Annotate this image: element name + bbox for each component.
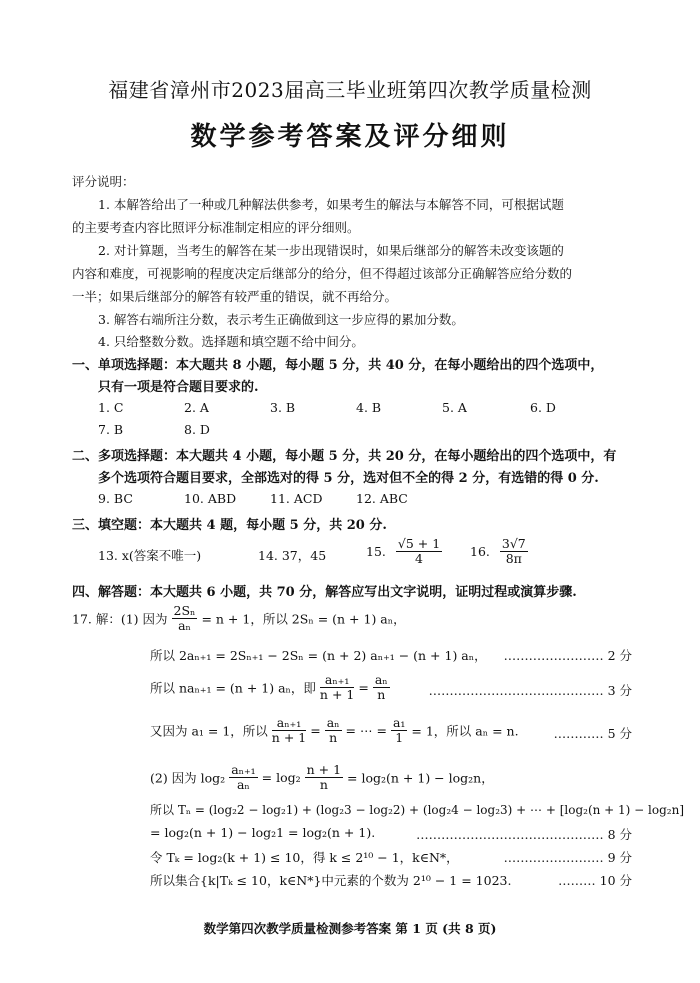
q17-line-1 <box>72 604 406 633</box>
fraction-denominator: n + 1 <box>319 687 355 702</box>
q17-points-2: …………………… 2 分 <box>503 648 632 663</box>
fraction-denominator: n <box>329 730 338 745</box>
fraction-denominator: 8π <box>505 551 522 566</box>
note-1-line-1: 1. 本解答给出了一种或几种解法供参考，如果考生的解法与本解答不同，可根据试题 <box>98 197 564 212</box>
section-4-heading: 四、解答题：本大题共 6 小题，共 70 分，解答应写出文字说明，证明过程或演算步骤. <box>72 585 577 600</box>
q17-fraction-5b <box>305 763 343 792</box>
note-2-line-1: 2. 对计算题，当考生的解答在某一步出现错误时，如果后继部分的解答未改变该题的 <box>98 243 564 258</box>
section-1-heading-line-2: 只有一项是符合题目要求的. <box>98 380 259 395</box>
q17-points-10: ……… 10 分 <box>558 873 632 888</box>
document-subtitle: 数学参考答案及评分细则 <box>190 122 510 152</box>
q17-fraction-4a <box>272 716 306 745</box>
ellipsis-equals: = ⋯ = <box>345 723 387 738</box>
q17-fraction-3a <box>320 673 354 702</box>
document-title: 福建省漳州市2023届高三毕业班第四次教学质量检测 <box>108 78 592 102</box>
q17-part-2-line-4: 令 Tₖ = log₂(k + 1) ≤ 10，得 k ≤ 2¹⁰ − 1，k∈N*， <box>150 850 459 865</box>
answer-15-label: 15. <box>366 544 386 559</box>
note-4: 4. 只给整数分数。选择题和填空题不给中间分。 <box>98 334 364 349</box>
q17-part-2-rest: = log₂(n + 1) − log₂n， <box>347 770 494 786</box>
section-3-heading: 三、填空题：本大题共 4 题，每小题 5 分，共 20 分. <box>72 518 387 533</box>
equals-sign: = <box>310 723 321 738</box>
fraction-numerator: √5 + 1 <box>397 536 441 551</box>
q17-fraction-5a <box>229 763 257 792</box>
fraction-denominator: n <box>377 687 386 702</box>
q17-fraction-3b <box>373 673 390 702</box>
fraction-denominator: 1 <box>395 730 404 745</box>
q17-points-9: …………………… 9 分 <box>503 850 632 865</box>
fraction-numerator: aₙ₊₁ <box>320 673 354 688</box>
fraction-denominator: n <box>319 777 328 792</box>
fraction-numerator: aₙ <box>326 715 340 730</box>
answer-1: 1. C <box>98 400 124 415</box>
q17-points-8: ……………………………………… 8 分 <box>416 827 632 842</box>
q17-points-3: …………………………………… 3 分 <box>428 683 632 698</box>
answer-15 <box>366 537 442 566</box>
answer-15-fraction <box>396 537 442 566</box>
answer-13: 13. x(答案不唯一) <box>98 548 202 563</box>
q17-line-4-rest: = 1，所以 aₙ = n. <box>411 723 519 739</box>
section-1-heading: 一、单项选择题：本大题共 8 小题，每小题 5 分，共 40 分，在每小题给出的四个选项中， <box>72 358 604 373</box>
q17-part-2-line-2: 所以 Tₙ = (log₂2 − log₂1) + (log₂3 − log₂2) + (log₂4 − log₂3) + ⋯ + [log₂(n + 1) − log₂n] <box>150 803 685 817</box>
note-1-line-2: 的主要考查内容比照评分标准制定相应的评分细则。 <box>72 220 360 235</box>
q17-points-5: ………… 5 分 <box>553 726 632 741</box>
answer-11: 11. ACD <box>270 491 323 506</box>
answer-16 <box>470 537 528 566</box>
fraction-numerator: aₙ₊₁ <box>272 716 306 731</box>
q17-part-2-label: (2) 因为 log₂ <box>150 770 226 786</box>
fraction-numerator: a₁ <box>392 715 406 730</box>
answer-5: 5. A <box>442 400 467 415</box>
q17-fraction-4b <box>325 716 342 745</box>
q17-line-1-rest: = n + 1，所以 2Sₙ = (n + 1) aₙ， <box>201 611 406 627</box>
fraction-denominator: n + 1 <box>271 730 307 745</box>
q17-fraction-4c <box>391 716 407 745</box>
page-footer: 数学第四次教学质量检测参考答案 第 1 页 (共 8 页) <box>203 921 497 936</box>
answer-9: 9. BC <box>98 491 133 506</box>
fraction-numerator: aₙ <box>374 672 388 687</box>
q17-line-2: 所以 2aₙ₊₁ = 2Sₙ₊₁ − 2Sₙ = (n + 2) aₙ₊₁ − (n + 1) aₙ， <box>150 648 487 663</box>
fraction-numerator: n + 1 <box>306 762 342 777</box>
equals-sign: = <box>358 680 369 695</box>
note-3: 3. 解答右端所注分数，表示考生正确做到这一步应得的累加分数。 <box>98 312 464 327</box>
answer-7: 7. B <box>98 422 124 437</box>
q17-line-4 <box>150 716 519 745</box>
q17-part-2-line-3: = log₂(n + 1) − log₂1 = log₂(n + 1). <box>150 825 376 840</box>
fraction-numerator: 3√7 <box>501 536 526 551</box>
notes-heading: 评分说明： <box>72 174 135 189</box>
q17-label: 17. 解：(1) 因为 <box>72 611 168 627</box>
answer-2: 2. A <box>184 400 209 415</box>
q17-part-2-line-5: 所以集合{k|Tₖ ≤ 10，k∈N*}中元素的个数为 2¹⁰ − 1 = 1023. <box>150 873 512 888</box>
fraction-denominator: 4 <box>415 551 423 566</box>
q17-line-3 <box>150 673 390 702</box>
answer-10: 10. ABD <box>184 491 237 506</box>
fraction-denominator: aₙ <box>178 618 191 633</box>
answer-14: 14. 37，45 <box>258 548 327 563</box>
q17-line-3-text: 所以 naₙ₊₁ = (n + 1) aₙ，即 <box>150 680 316 696</box>
section-2-heading-line-2: 多个选项符合题目要求，全部选对的得 5 分，选对但不全的得 2 分，有选错的得 0 分. <box>98 471 599 486</box>
section-2-heading: 二、多项选择题：本大题共 4 小题，每小题 5 分，共 20 分，在每小题给出的四个选项中，有 <box>72 449 617 464</box>
answer-3: 3. B <box>270 400 296 415</box>
q17-line-4-text: 又因为 a₁ = 1，所以 <box>150 723 268 739</box>
q17-fraction-1 <box>172 604 198 633</box>
q17-part-2-line-1 <box>150 763 494 792</box>
answer-6: 6. D <box>530 400 556 415</box>
note-2-line-3: 一半；如果后继部分的解答有较严重的错误，就不再给分。 <box>72 289 398 304</box>
answer-4: 4. B <box>356 400 382 415</box>
note-2-line-2: 内容和难度，可视影响的程度决定后继部分的给分，但不得超过该部分正确解答应给分数的 <box>72 266 573 281</box>
answer-8: 8. D <box>184 422 210 437</box>
answer-16-label: 16. <box>470 544 490 559</box>
answer-16-fraction <box>500 537 528 566</box>
fraction-numerator: 2Sₙ <box>173 603 196 618</box>
fraction-denominator: aₙ <box>236 777 250 792</box>
answer-12: 12. ABC <box>356 491 408 506</box>
log-equals: = log₂ <box>261 770 301 785</box>
fraction-numerator: aₙ₊₁ <box>231 762 256 777</box>
